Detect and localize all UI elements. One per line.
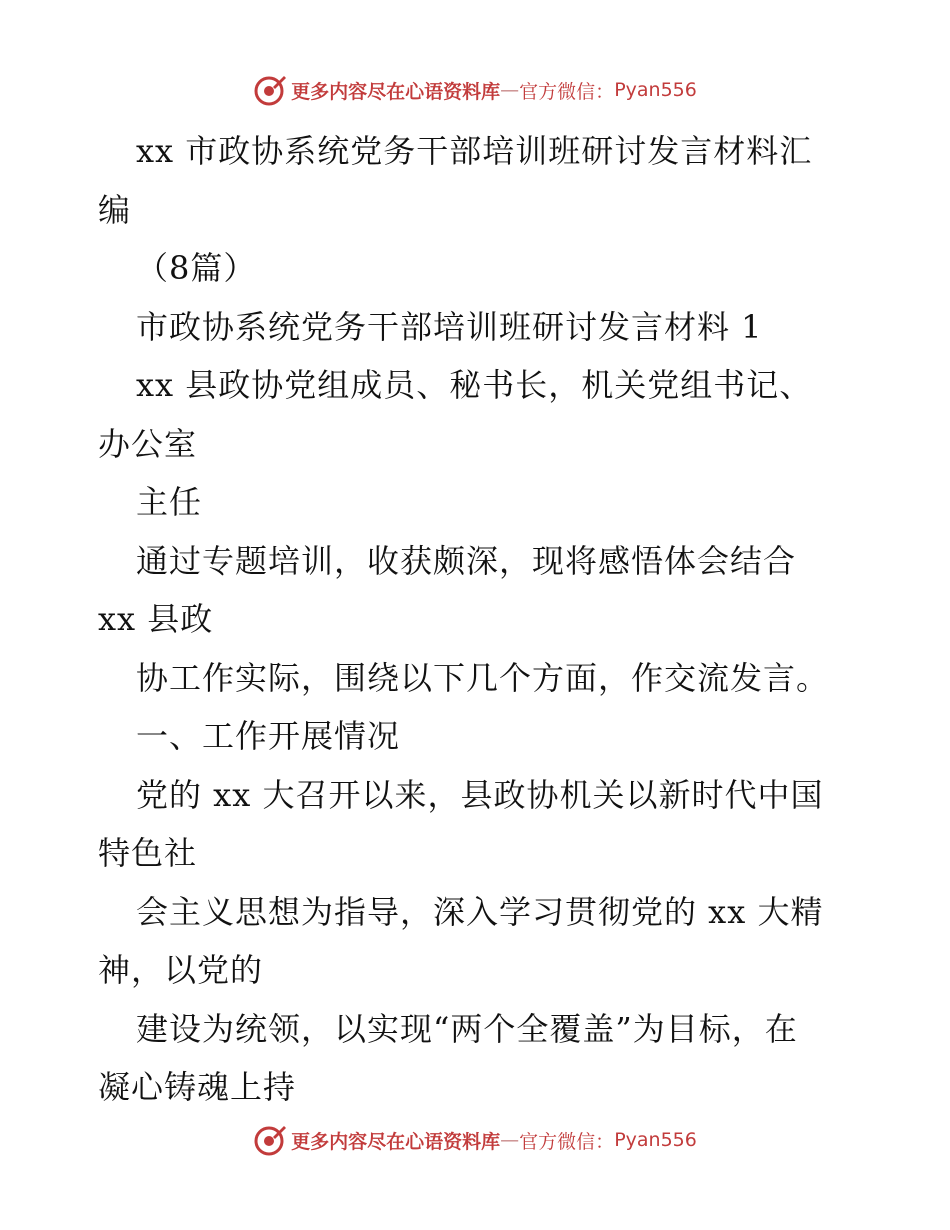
banner-title: 更多内容尽在心语资料库 xyxy=(291,1130,501,1153)
text-line: xx 县政协党组成员、秘书长，机关党组书记、 xyxy=(136,366,813,404)
quill-logo-icon xyxy=(253,1123,287,1157)
text-line: 通过专题培训，收获颇深，现将感悟体会结合 xyxy=(136,541,797,580)
header-banner xyxy=(0,70,950,110)
quill-logo-icon xyxy=(253,73,287,107)
text-line: 办公室 xyxy=(98,424,198,463)
banner-wechat-id: Pyan556 xyxy=(614,79,697,101)
text-line: 市政协系统党务干部培训班研讨发言材料 1 xyxy=(136,307,763,346)
text-line: 凝心铸魂上持 xyxy=(98,1068,297,1106)
text-line: 协工作实际，围绕以下几个方面，作交流发言。 xyxy=(136,658,830,697)
banner-separator: — xyxy=(500,79,520,101)
banner-wechat-label: 官方微信： xyxy=(519,1130,615,1153)
text-line: 建设为统领，以实现“两个全覆盖”为目标，在 xyxy=(136,1009,798,1048)
text-line: 编 xyxy=(98,190,132,229)
text-line: 一、工作开展情况 xyxy=(136,717,401,755)
text-line: 神，以党的 xyxy=(98,951,264,989)
text-line: 主任 xyxy=(136,483,203,521)
banner-separator: — xyxy=(500,1129,520,1151)
text-line: （8篇） xyxy=(136,249,257,287)
banner-wechat-id: Pyan556 xyxy=(614,1129,697,1151)
text-line: xx 县政 xyxy=(98,600,214,638)
text-line: 党的 xx 大召开以来，县政协机关以新时代中国 xyxy=(136,775,824,814)
text-line: 特色社 xyxy=(98,834,198,872)
footer-banner xyxy=(0,1120,950,1160)
text-line: 会主义思想为指导，深入学习贯彻党的 xx 大精 xyxy=(136,892,824,931)
text-line: xx 市政协系统党务干部培训班研讨发言材料汇 xyxy=(136,132,813,170)
banner-wechat-label: 官方微信： xyxy=(519,80,615,103)
document-body xyxy=(98,122,858,1117)
banner-title: 更多内容尽在心语资料库 xyxy=(291,80,501,103)
